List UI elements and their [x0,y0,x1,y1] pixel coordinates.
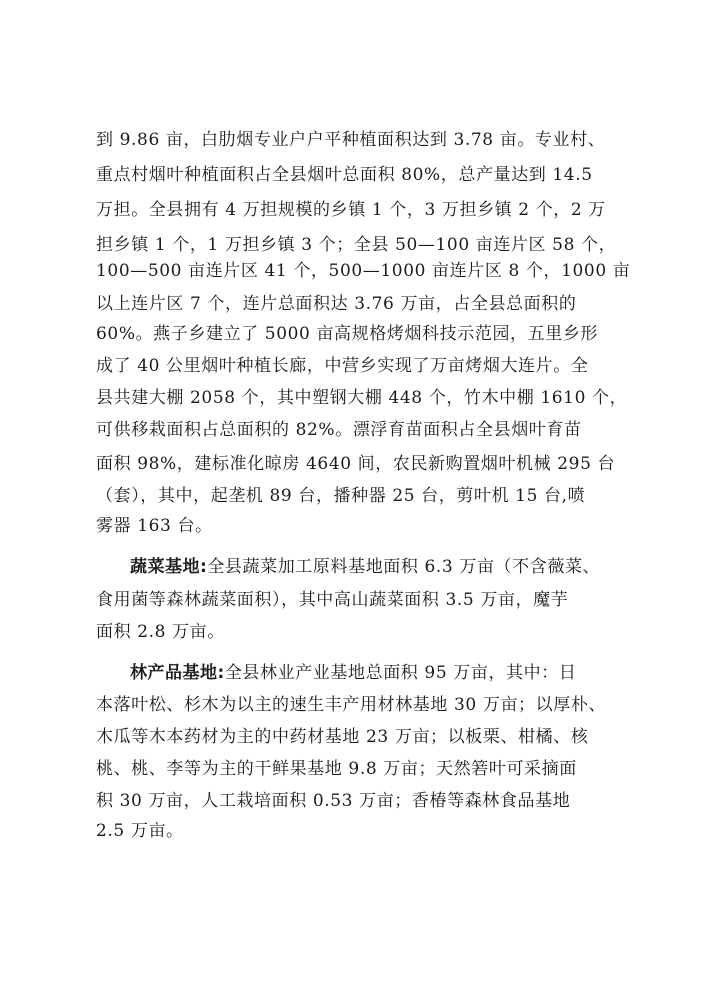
paragraph-2-line: 食用菌等森林蔬菜面积），其中高山蔬菜面积 3.5 万亩，魔芋 [96,590,569,610]
paragraph-1-line: 成了 40 公里烟叶种植长廊，中营乡实现了万亩烤烟大连片。全 [96,356,589,376]
paragraph-2-first-line [130,555,690,579]
paragraph-3-line: 积 30 万亩，人工栽培面积 0.53 万亩；香椿等森林食品基地 [96,791,571,811]
paragraph-3-line: 桃、桃、李等为主的干鲜果基地 9.8 万亩；天然箬叶可采摘面 [96,759,577,779]
paragraph-3-line: 木瓜等木本药材为主的中药材基地 23 万亩；以板栗、柑橘、核 [96,727,589,747]
paragraph-2-line: 面积 2.8 万亩。 [96,622,225,642]
paragraph-1-line: （套），其中，起垄机 89 台，播种器 25 台，剪叶机 15 台,喷 [96,486,586,506]
vegetable-base-heading: 蔬菜基地: [130,557,208,577]
paragraph-1-line: 县共建大棚 2058 个，其中塑钢大棚 448 个，竹木中棚 1610 个， [96,388,628,408]
paragraph-3-line: 2.5 万亩。 [96,821,184,841]
paragraph-1-line: 面积 98%，建标准化晾房 4640 间，农民新购置烟叶机械 295 台 [96,454,616,474]
paragraph-1-line: 100—500 亩连片区 41 个，500—1000 亩连片区 8 个，1000 亩 [96,261,631,281]
vegetable-base-text: 全县蔬菜加工原料基地面积 6.3 万亩（不含薇菜、 [207,557,601,577]
paragraph-1-line: 60%。燕子乡建立了 5000 亩高规格烤烟科技示范园，五里乡形 [96,324,599,344]
paragraph-1-line: 担乡镇 1 个，1 万担乡镇 3 个；全县 50—100 亩连片区 58 个， [96,235,617,255]
paragraph-1-line: 到 9.86 亩，白肋烟专业户户平种植面积达到 3.78 亩。专业村、 [96,130,606,150]
forest-product-base-heading: 林产品基地: [130,663,225,683]
paragraph-1-line: 重点村烟叶种植面积占全县烟叶总面积 80%，总产量达到 14.5 [96,165,593,185]
forest-product-base-text: 全县林业产业基地总面积 95 万亩，其中：日 [224,663,577,683]
paragraph-1-line: 雾器 163 台。 [96,516,213,536]
paragraph-1-line: 以上连片区 7 个，连片总面积达 3.76 万亩，占全县总面积的 [96,294,577,314]
paragraph-1-line: 万担。全县拥有 4 万担规模的乡镇 1 个，3 万担乡镇 2 个，2 万 [96,200,606,220]
paragraph-3-first-line [130,661,690,685]
paragraph-1-line: 可供移栽面积占总面积的 82%。漂浮育苗面积占全县烟叶育苗 [96,420,582,440]
paragraph-3-line: 本落叶松、杉木为以主的速生丰产用材林基地 30 万亩；以厚朴、 [96,695,607,715]
